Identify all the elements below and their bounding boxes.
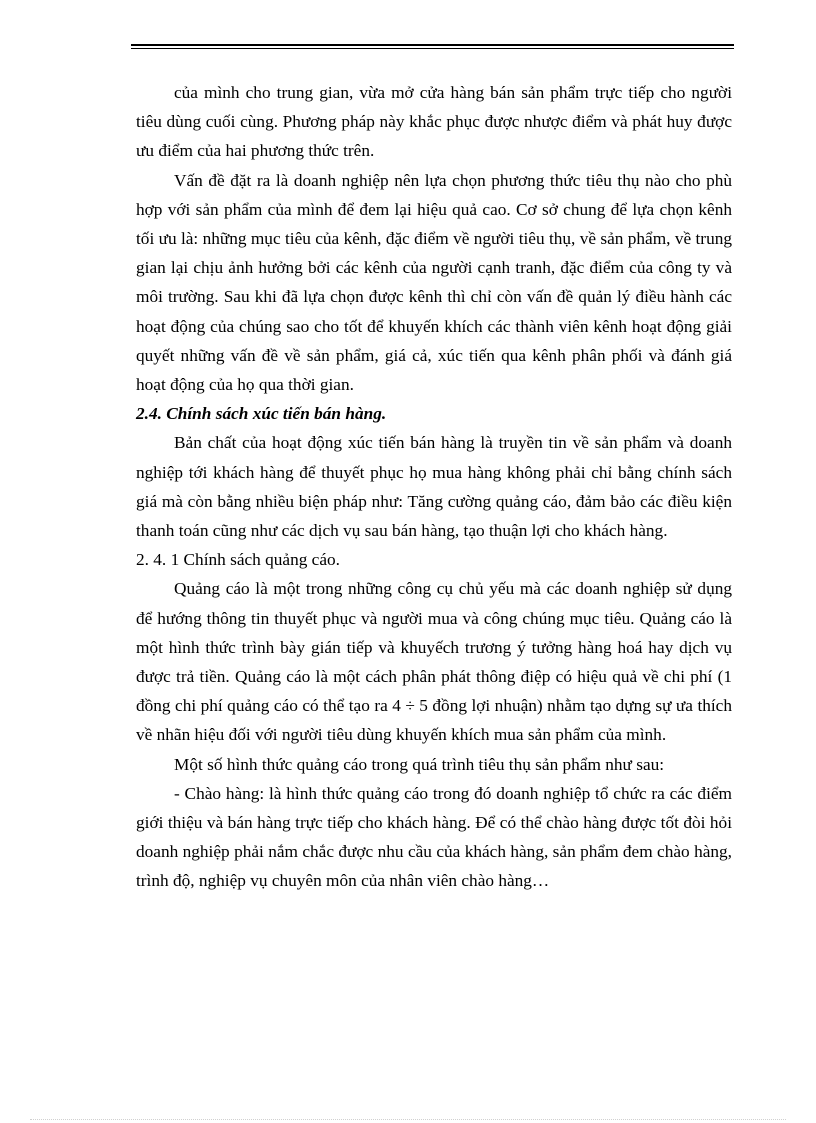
section-heading: 2.4. Chính sách xúc tiến bán hàng.: [136, 404, 387, 424]
subsection-heading: 2. 4. 1 Chính sách quảng cáo.: [136, 550, 340, 570]
paragraph-channel-selection: Vấn đề đặt ra là doanh nghiệp nên lựa chọn phương thức tiêu thụ nào cho phù hợp với sản phẩm của mình để đem lại hiệu quả cao. Cơ sở chung để lựa chọn kênh tối ưu là: những mục tiêu của kênh, đặc điểm về người tiêu thụ, về sản phẩm, về trung gian lại chịu ảnh hưởng bởi các kênh của người cạnh tranh, đặc điểm của công ty và môi trường. Sau khi đã lựa chọn được kênh thì chỉ còn vấn đề quản lý điều hành các hoạt động của chúng sao cho tốt để khuyến khích các thành viên kênh hoạt động giải quyết những vấn đề về sản phẩm, giá cả, xúc tiến qua kênh phân phối và đánh giá hoạt động của họ qua thời gian.: [136, 170, 732, 395]
document-body: [136, 78, 732, 896]
header-rule: [131, 44, 734, 49]
paragraph-advertising-forms-intro: Một số hình thức quảng cáo trong quá trình tiêu thụ sản phẩm như sau:: [174, 754, 665, 774]
paragraph-promotion-essence: Bản chất của hoạt động xúc tiến bán hàng là truyền tin về sản phẩm và doanh nghiệp tới khách hàng để thuyết phục họ mua hàng không phải chỉ bằng chính sách giá mà còn bằng nhiều biện pháp như: Tăng cường quảng cáo, đảm bảo các điều kiện thanh toán cũng như các dịch vụ sau bán hàng, tạo thuận lợi cho khách hàng.: [136, 433, 732, 541]
paragraph-offer-selling: - Chào hàng: là hình thức quảng cáo trong đó doanh nghiệp tổ chức ra các điểm giới thiệu và bán hàng trực tiếp cho khách hàng. Để có thể chào hàng được tốt đòi hỏi doanh nghiệp phải nắm chắc được nhu cầu của khách hàng, sản phẩm đem chào hàng, trình độ, nghiệp vụ chuyên môn của nhân viên chào hàng…: [136, 783, 732, 891]
paragraph-distribution-mixed: của mình cho trung gian, vừa mở cửa hàng bán sản phẩm trực tiếp cho người tiêu dùng cuối cùng. Phương pháp này khắc phục được nhược điểm và phát huy được ưu điểm của hai phương thức trên.: [136, 83, 732, 161]
paragraph-advertising-definition: Quảng cáo là một trong những công cụ chủ yếu mà các doanh nghiệp sử dụng để hướng thông tin thuyết phục và người mua và công chúng mục tiêu. Quảng cáo là một hình thức trình bày gián tiếp và khuyếch trương ý tưởng hàng hoá hay dịch vụ được trả tiền. Quảng cáo là một cách phân phát thông điệp có hiệu quả về chi phí (1 đồng chi phí quảng cáo có thể tạo ra 4 ÷ 5 đồng lợi nhuận) nhằm tạo dựng sự ưa thích về nhãn hiệu đối với người tiêu dùng khuyến khích mua sản phẩm của mình.: [136, 579, 732, 745]
footer-rule: [30, 1119, 786, 1120]
